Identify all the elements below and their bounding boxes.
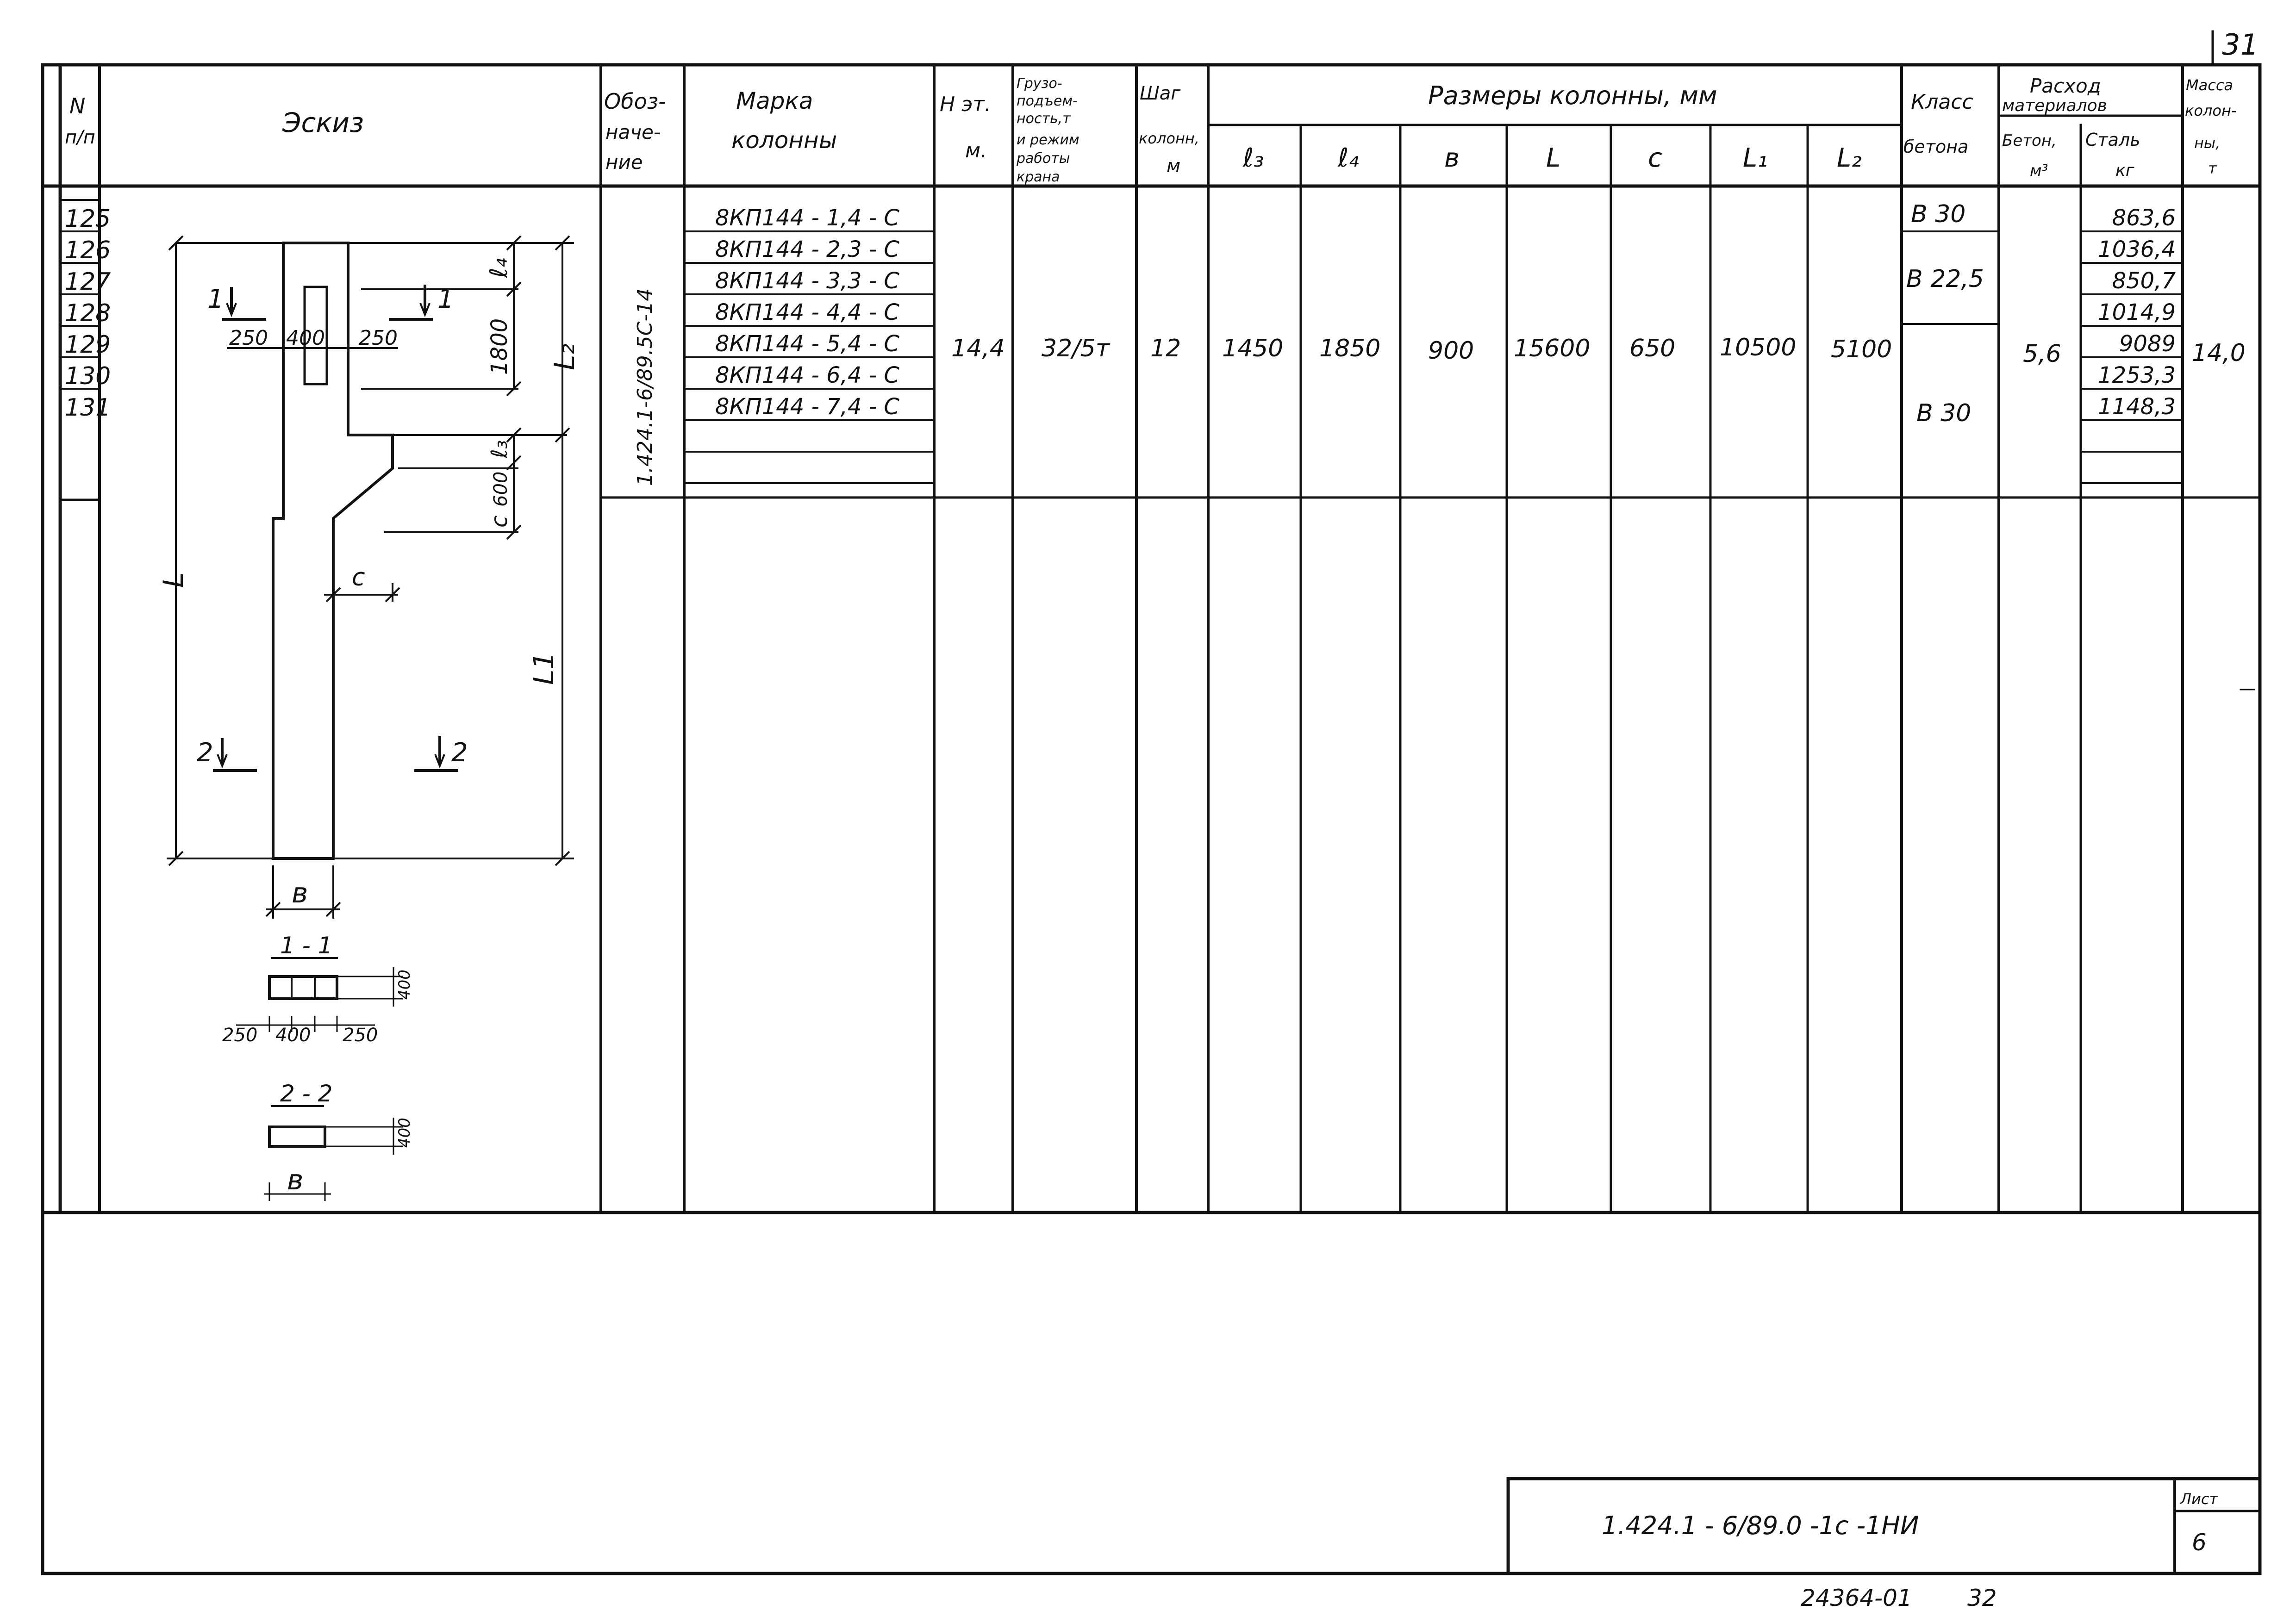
- svg-text:крана: крана: [1017, 169, 1060, 185]
- label-b: в: [292, 877, 308, 909]
- header-sketch: Эскиз: [282, 107, 364, 138]
- cut-label-1-right: 1: [437, 284, 454, 314]
- dim-250-left: 250: [229, 326, 268, 350]
- header-dim-L2: L₂: [1837, 143, 1862, 173]
- value-c: 650: [1629, 335, 1676, 362]
- shared-values: [951, 334, 2246, 368]
- header-designation-2: наче-: [605, 121, 661, 143]
- cut-label-2-right: 2: [451, 738, 468, 768]
- header-mass: [2185, 76, 2236, 177]
- header-class-1: Класс: [1911, 90, 1973, 114]
- svg-text:129: 129: [65, 331, 111, 359]
- label-l4: ℓ₄: [485, 258, 513, 278]
- svg-text:9089: 9089: [2119, 331, 2176, 357]
- svg-text:Грузо-: Грузо-: [1017, 75, 1062, 92]
- value-L1: 10500: [1720, 334, 1797, 361]
- value-step: 12: [1150, 335, 1181, 362]
- svg-text:ность,т: ность,т: [1017, 111, 1071, 127]
- class-126-127: В 22,5: [1906, 265, 1984, 293]
- dim-600: 600: [490, 471, 512, 507]
- svg-text:128: 128: [65, 299, 111, 327]
- list-label: Лист: [2180, 1490, 2218, 1508]
- label-c: с: [352, 564, 365, 591]
- value-height: 14,4: [951, 335, 1005, 362]
- mark-125: 8КП144 - 1,4 - С: [715, 205, 899, 231]
- dim-400: 400: [286, 326, 325, 350]
- svg-text:125: 125: [65, 205, 111, 233]
- section-1-1: [236, 958, 403, 1032]
- section-1-dim-250-left: 250: [222, 1025, 258, 1046]
- header-height-2: м.: [965, 139, 987, 162]
- section-2-2-label: 2 - 2: [280, 1080, 333, 1107]
- header-num-sub: п/п: [65, 127, 95, 148]
- label-L2: L₂: [549, 343, 581, 370]
- svg-text:1148,3: 1148,3: [2098, 394, 2176, 420]
- page-number: 31: [2222, 28, 2259, 62]
- header-designation-3: ние: [605, 151, 643, 174]
- label-L: L: [157, 572, 190, 588]
- header-steel-1: Сталь: [2085, 130, 2140, 150]
- header-dim-L1: L₁: [1743, 143, 1768, 173]
- section-2-depth: 400: [395, 1118, 414, 1148]
- header-class-2: бетона: [1903, 137, 1969, 157]
- svg-text:1253,3: 1253,3: [2098, 362, 2176, 388]
- mark-126: 8КП144 - 2,3 - С: [715, 236, 899, 262]
- row-numbers: [65, 205, 111, 422]
- value-crane: 32/5т: [1042, 335, 1110, 362]
- svg-text:работы: работы: [1017, 150, 1070, 167]
- value-L2: 5100: [1831, 336, 1892, 363]
- label-l3: ℓ₃: [487, 440, 512, 458]
- list-number: 6: [2192, 1529, 2207, 1556]
- class-128-131: В 30: [1916, 399, 1972, 427]
- header-step-3: м: [1167, 155, 1181, 177]
- class-125: В 30: [1911, 200, 1966, 228]
- header-dims-title: Размеры колонны, мм: [1428, 81, 1717, 110]
- header-dim-l4: ℓ₄: [1338, 143, 1359, 173]
- cut-markers: [213, 285, 458, 771]
- header-mark-1: Марка: [736, 87, 813, 114]
- designation-code: 1.424.1-6/89.5С-14: [633, 288, 657, 486]
- value-l4: 1850: [1319, 335, 1381, 362]
- cut-label-2-left: 2: [197, 738, 213, 768]
- column-marks: [715, 205, 899, 420]
- svg-text:131: 131: [65, 394, 111, 422]
- svg-text:колон-: колон-: [2185, 102, 2237, 119]
- mark-127: 8КП144 - 3,3 - С: [715, 268, 899, 294]
- section-1-dim-250-right: 250: [343, 1025, 378, 1046]
- section-1-dim-400: 400: [275, 1025, 311, 1046]
- drawing-code: 1.424.1 - 6/89.0 -1с -1НИ: [1602, 1511, 1919, 1540]
- archive-number: 24364-01: [1801, 1585, 1912, 1611]
- header-designation-1: Обоз-: [604, 89, 666, 114]
- header-materials-1: Расход: [2030, 75, 2101, 97]
- header-crane: [1016, 75, 1079, 185]
- sketch-labels: [157, 258, 581, 1196]
- header-height-1: Н эт.: [940, 93, 991, 116]
- header-dim-L: L: [1546, 143, 1561, 173]
- value-mass: 14,0: [2192, 339, 2246, 367]
- value-b: 900: [1428, 337, 1474, 365]
- header-step-2: колонн,: [1139, 130, 1199, 147]
- header-num: N: [69, 93, 86, 118]
- header-concrete-1: Бетон,: [2002, 131, 2057, 150]
- header-dim-b: в: [1444, 143, 1460, 173]
- svg-text:т: т: [2208, 160, 2217, 177]
- section-1-depth: 400: [395, 970, 414, 1000]
- dim-250-right: 250: [359, 326, 398, 350]
- section-2-label-b: в: [287, 1164, 304, 1196]
- mark-129: 8КП144 - 5,4 - С: [715, 331, 899, 357]
- mark-131: 8КП144 - 7,4 - С: [715, 394, 899, 420]
- mark-128: 8КП144 - 4,4 - С: [715, 299, 899, 325]
- header-dim-c: с: [1648, 143, 1662, 173]
- header-dim-l3: ℓ₃: [1243, 143, 1264, 173]
- svg-text:127: 127: [65, 268, 111, 296]
- svg-text:126: 126: [65, 236, 111, 264]
- section-1-1-label: 1 - 1: [280, 932, 333, 959]
- svg-text:863,6: 863,6: [2112, 205, 2176, 231]
- svg-text:1036,4: 1036,4: [2098, 236, 2176, 262]
- archive-page: 32: [1967, 1585, 1997, 1611]
- section-2-2: [264, 1106, 403, 1201]
- svg-text:Масса: Масса: [2186, 76, 2234, 94]
- svg-text:подъем-: подъем-: [1017, 93, 1078, 109]
- label-L1: L1: [528, 652, 560, 685]
- label-c-vertical: с: [487, 515, 512, 528]
- concrete-classes: [1906, 200, 1984, 427]
- svg-text:130: 130: [65, 362, 111, 390]
- value-l3: 1450: [1222, 335, 1284, 362]
- svg-text:ны,: ны,: [2194, 134, 2221, 152]
- svg-text:и режим: и режим: [1017, 132, 1079, 148]
- cut-label-1-left: 1: [207, 284, 224, 314]
- value-L: 15600: [1514, 335, 1591, 362]
- header-materials-2: материалов: [2002, 96, 2107, 115]
- value-concrete: 5,6: [2023, 340, 2061, 368]
- header-concrete-2: м³: [2030, 162, 2048, 180]
- svg-text:1014,9: 1014,9: [2098, 299, 2176, 325]
- header-step-1: Шаг: [1140, 83, 1181, 104]
- header-mark-2: колонны: [731, 127, 837, 154]
- header-steel-2: кг: [2115, 161, 2134, 180]
- mark-130: 8КП144 - 6,4 - С: [715, 362, 899, 388]
- dim-1800: 1800: [487, 318, 512, 375]
- steel-values: [2098, 205, 2176, 420]
- svg-text:850,7: 850,7: [2112, 268, 2176, 294]
